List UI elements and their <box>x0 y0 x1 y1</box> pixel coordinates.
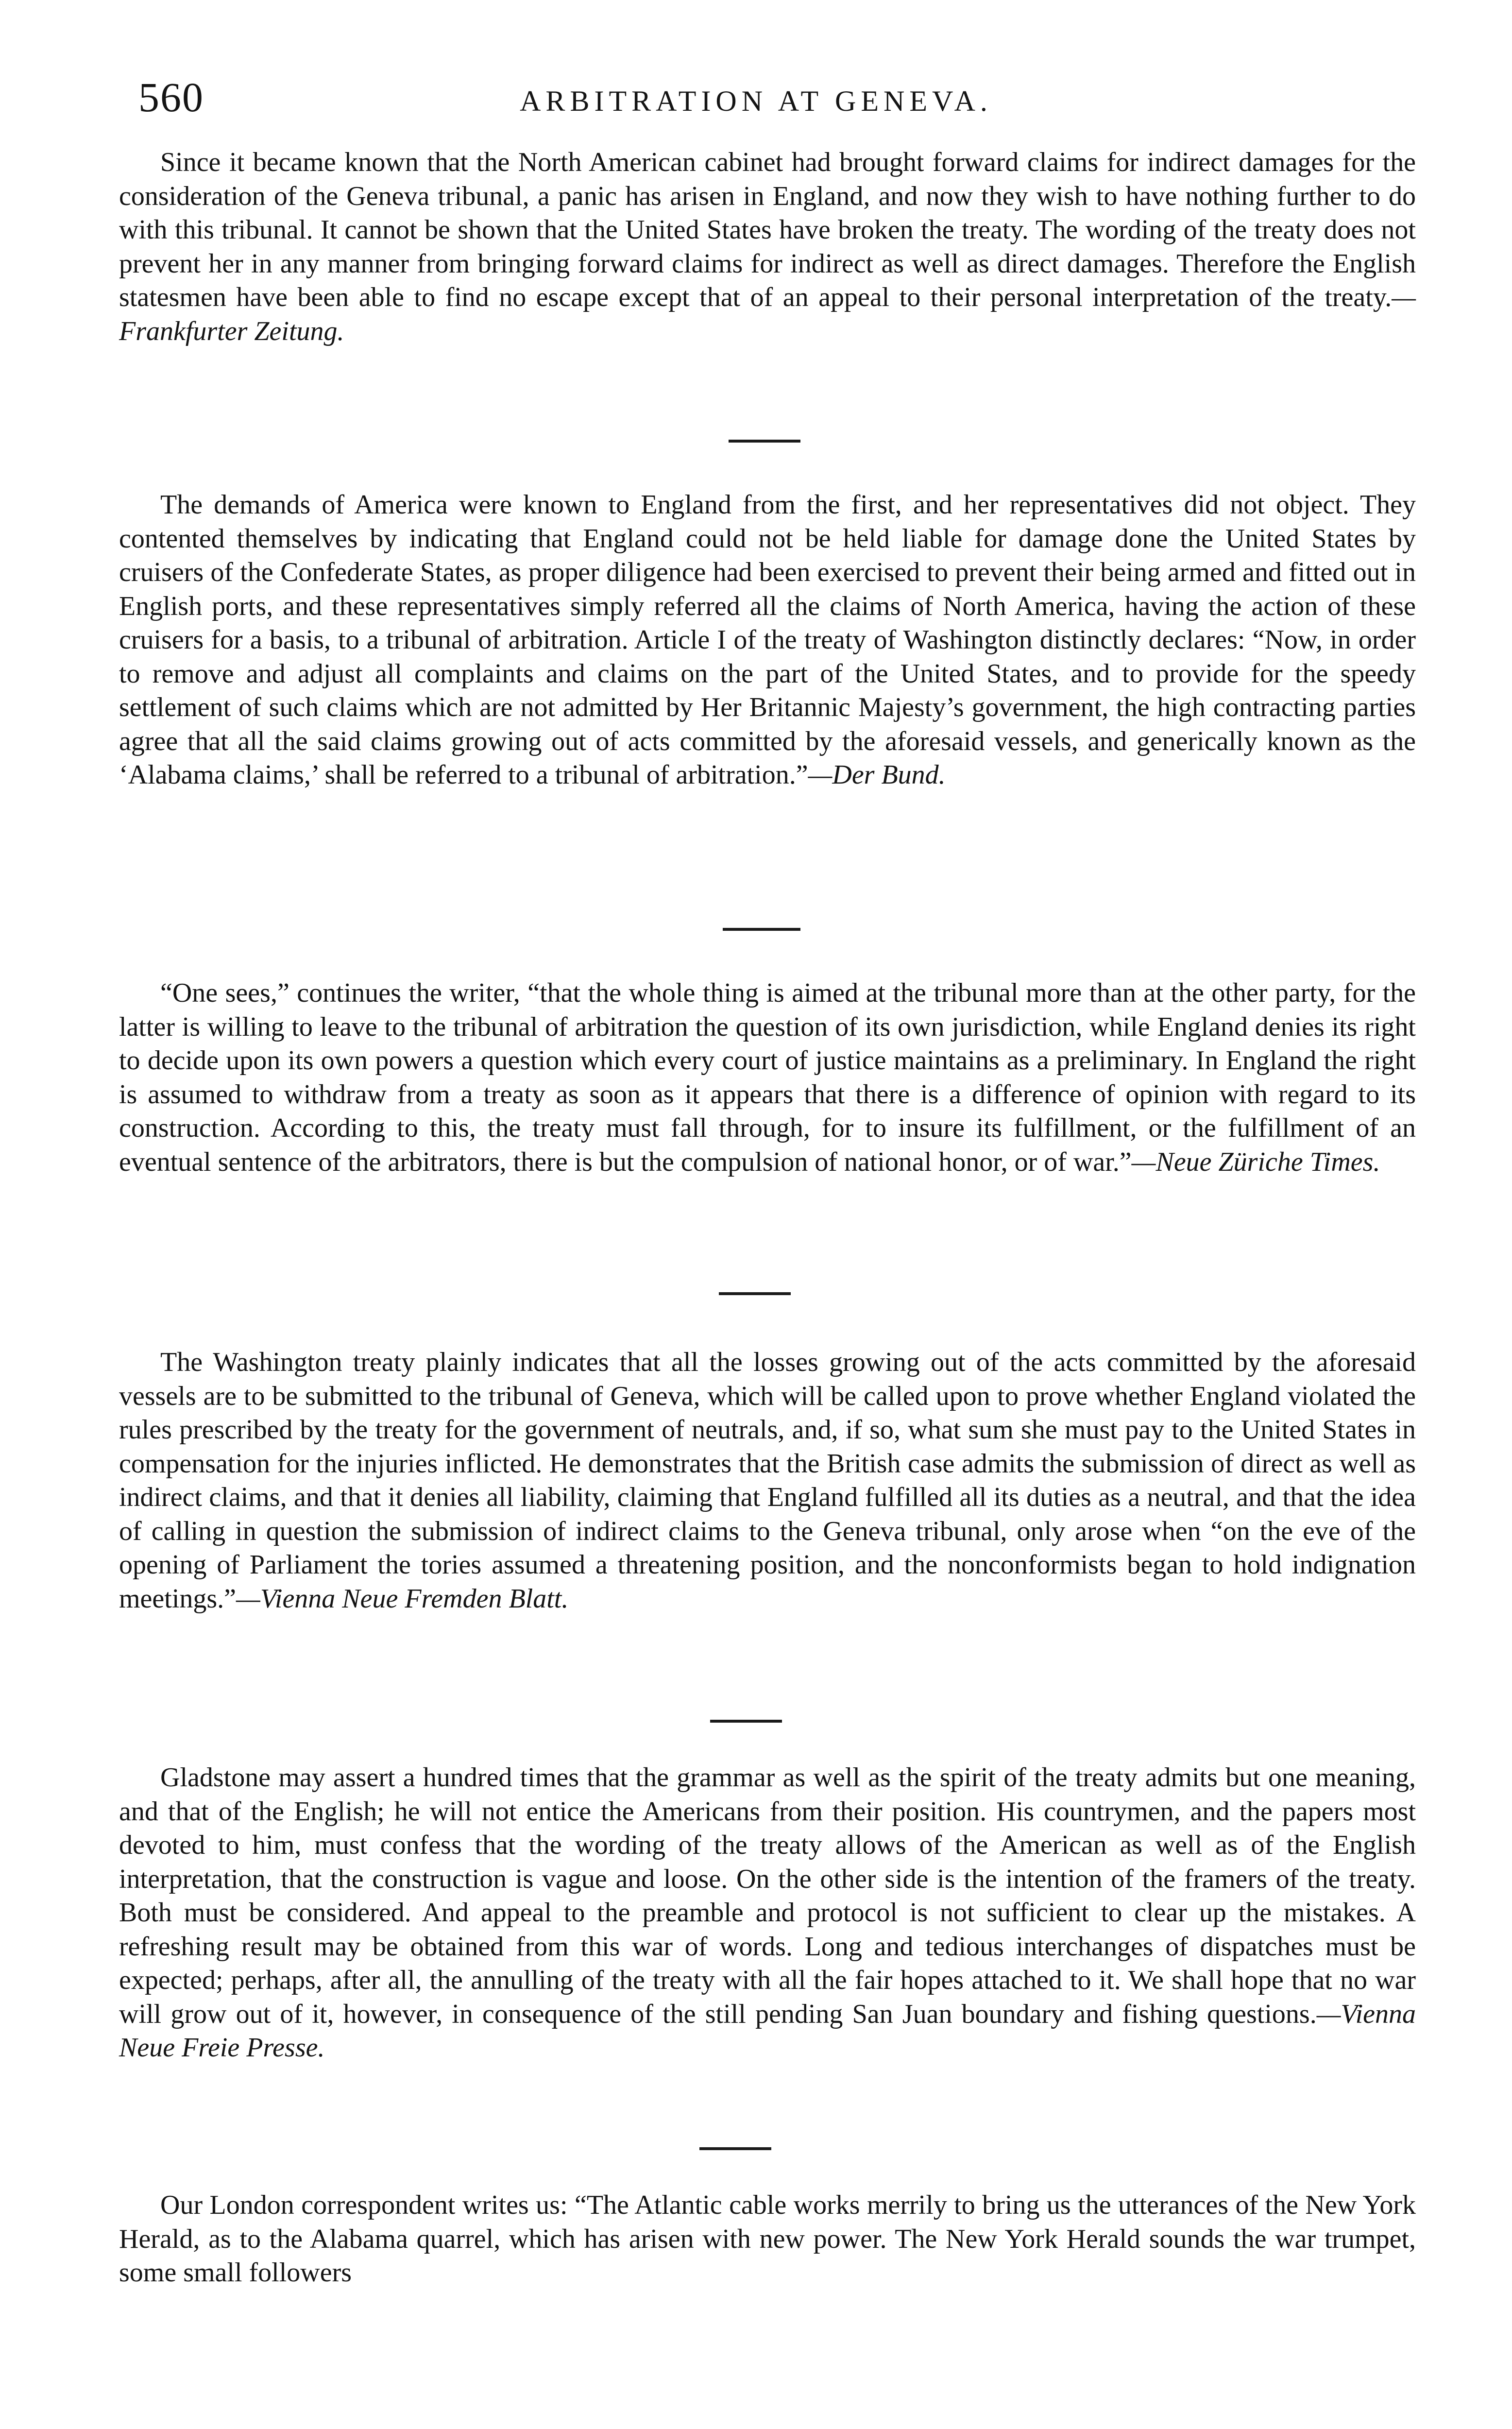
section-divider <box>699 2147 771 2150</box>
article-source: —Vienna Neue Fremden Blatt. <box>236 1583 569 1614</box>
article-freie-presse <box>119 1761 1416 2065</box>
article-source: —Der Bund. <box>808 760 946 790</box>
article-text: The Washington treaty plainly indicates that all the losses growing out of the acts committed by the aforesaid vessels are to be submitted to the tribunal of Geneva, which will be called upon to prove whether England violated the rules prescribed by the treaty for the government of neutrals, and, if so, what sum she must pay to the United States in compensation for the injuries inflicted. He demonstrates that the British case admits the submission of direct as well as indirect claims, and that it denies all liability, claiming that England fulfilled all its duties as a neutral, and that the idea of calling in question the submission of indirect claims to the Geneva tribunal, only arose when “on the eve of the opening of Parliament the tories assumed a threatening position, and the nonconformists began to hold indignation meetings.” <box>119 1347 1416 1614</box>
article-der-bund <box>119 488 1416 792</box>
article-source: —Frankfurter Zeitung. <box>119 282 1416 346</box>
article-text: Our London correspondent writes us: “The Atlantic cable works merrily to bring us the utterances of the New York Herald, as to the Alabama quarrel, which has arisen with new power. The New York Herald sounds the war trumpet, some small followers <box>119 2190 1416 2288</box>
article-text: The demands of America were known to England from the first, and her representatives did not object. They contented themselves by indicating that England could not be held liable for damage done the United States by cruisers of the Confederate States, as proper diligence had been exercised to prevent their being armed and fitted out in English ports, and these representatives simply referred all the claims of North America, having the action of these cruisers for a basis, to a tribunal of arbitration. Article I of the treaty of Washington distinctly declares: “Now, in order to remove and adjust all complaints and claims on the part of the United States, and to provide for the speedy settlement of such claims which are not admitted by Her Britannic Majesty’s government, the high contracting parties agree that all the said claims growing out of acts committed by the aforesaid vessels, and generically known as the ‘Alabama claims,’ shall be referred to a tribunal of arbitration.” <box>119 490 1416 790</box>
article-text: Gladstone may assert a hundred times that the grammar as well as the spirit of the treaty admits but one meaning, and that of the English; he will not entice the Americans from their position. His countrymen, and the papers most devoted to him, must confess that the wording of the treaty allows of the American as well as of the English interpretation, that the construction is vague and loose. On the other side is the intention of the framers of the treaty. Both must be considered. And appeal to the preamble and protocol is not sufficient to clear up the mistakes. A refreshing result may be obtained from this war of words. Long and tedious interchanges of dispatches must be expected; perhaps, after all, the annulling of the treaty with all the fair hopes attached to it. We shall hope that no war will grow out of it, however, in consequence of the still pending San Juan boundary and fishing questions. <box>119 1762 1416 2029</box>
section-divider <box>710 1720 782 1723</box>
running-title: ARBITRATION AT GENEVA. <box>520 85 992 117</box>
article-fremden-blatt <box>119 1346 1416 1616</box>
page-header <box>0 73 1512 131</box>
article-text: Since it became known that the North American cabinet had brought forward claims for indirect damages for the consideration of the Geneva tribunal, a panic has arisen in England, and now they wish to have nothing further to do with this tribunal. It cannot be shown that the United States have broken the treaty. The wording of the treaty does not prevent her in any manner from bringing forward claims for indirect as well as direct damages. Therefore the English statesmen have been able to find no escape except that of an appeal to their personal interpretation of the treaty. <box>119 147 1416 312</box>
section-divider <box>719 1292 791 1295</box>
article-frankfurter <box>119 146 1416 348</box>
article-paragraph <box>119 2189 1416 2290</box>
article-london-correspondent <box>119 2189 1416 2290</box>
section-divider <box>729 440 800 443</box>
article-paragraph <box>119 146 1416 348</box>
section-divider <box>723 928 800 931</box>
article-paragraph <box>119 488 1416 792</box>
article-zuriche-times <box>119 976 1416 1179</box>
article-paragraph <box>119 976 1416 1179</box>
article-source: —Vienna Neue Freie Presse. <box>119 1999 1416 2063</box>
article-paragraph <box>119 1761 1416 2065</box>
article-paragraph <box>119 1346 1416 1616</box>
article-source: —Neue Züriche Times. <box>1131 1146 1380 1177</box>
article-text: “One sees,” continues the writer, “that the whole thing is aimed at the tribunal more than at the other party, for the latter is willing to leave to the tribunal of arbitration the question of its own jurisdiction, while England denies its right to decide upon its own powers a question which every court of justice maintains as a preliminary. In England the right is assumed to withdraw from a treaty as soon as it appears that there is a difference of opinion with regard to its construction. According to this, the treaty must fall through, for to insure its fulfillment, or the fulfillment of an eventual sentence of the arbitrators, there is but the compulsion of national honor, or of war.” <box>119 978 1416 1177</box>
page-number: 560 <box>138 74 204 120</box>
